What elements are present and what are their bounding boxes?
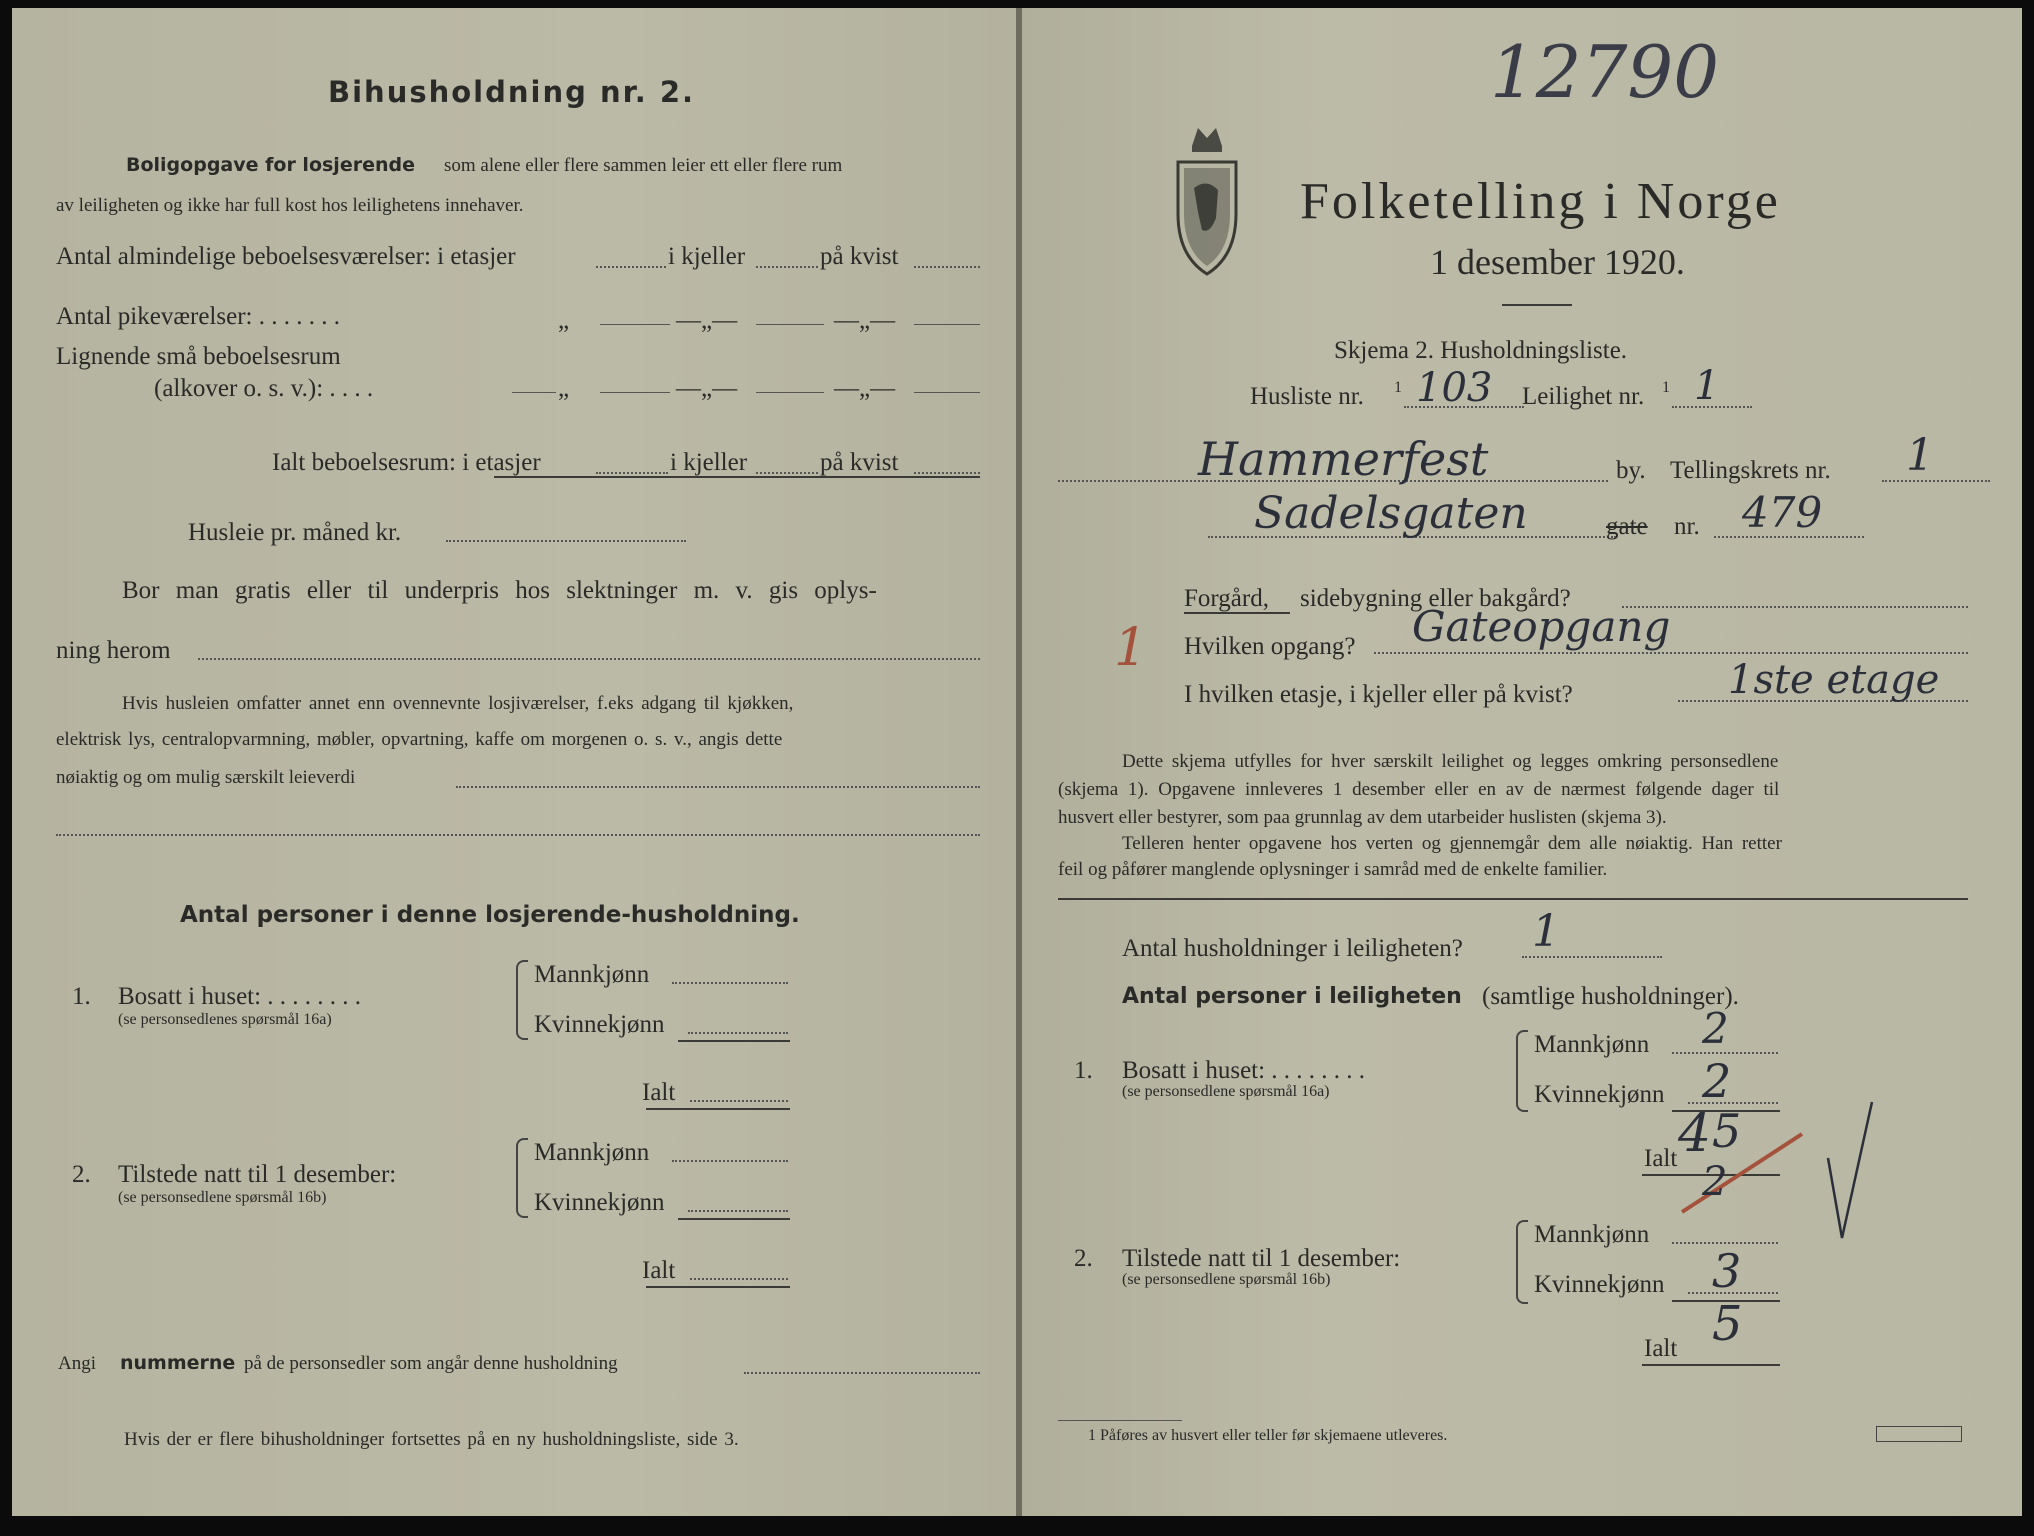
left-tilstede-num: 2. [72, 1161, 91, 1188]
left-tilstede-mann-field[interactable] [672, 1160, 788, 1162]
left-bosatt-sum-line [678, 1040, 790, 1042]
census-date: 1 desember 1920. [1430, 242, 1685, 282]
right-bosatt-recount: 2 [1702, 1159, 1728, 1205]
angi-pre: Angi [58, 1353, 96, 1374]
city-value: Hammerfest [1198, 432, 1489, 486]
husliste-footnote-mark: 1 [1394, 379, 1402, 396]
leilighet-footnote-mark: 1 [1662, 379, 1670, 396]
small-rooms-label-2: (alkover o. s. v.): . . . . [154, 375, 374, 402]
check-mark-icon [1822, 1098, 1882, 1248]
right-tilstede-ialt-line [1642, 1364, 1780, 1366]
pike-kvist-field[interactable] [914, 324, 980, 325]
left-tilstede-ialt-field[interactable] [690, 1278, 788, 1280]
husleie-field-2[interactable] [56, 834, 980, 836]
pike-etasjer-field[interactable] [600, 324, 670, 325]
left-tilstede-mann: Mannkjønn [534, 1139, 650, 1166]
footnote-rule [1058, 1420, 1182, 1421]
angi-field[interactable] [744, 1372, 980, 1374]
instr-line4: Telleren henter opgavene hos verten og gjennemgår dem alle nøiaktig. Han retter [1122, 833, 1782, 854]
right-bosatt-ialt-value: 4 [1678, 1104, 1712, 1164]
schema-label: Skjema 2. Husholdningsliste. [1334, 337, 1628, 364]
red-margin-mark: 1 [1114, 618, 1148, 678]
right-bosatt-brace [1516, 1030, 1528, 1112]
left-bosatt-mann-field[interactable] [672, 982, 788, 984]
husleie-line3: nøiaktig og om mulig særskilt leieverdi [56, 767, 356, 788]
rooms-label: Antal almindelige beboelsesværelser: i etasjer [56, 243, 516, 270]
instr-line5: feil og påfører manglende oplysninger i samråd med de enkelte familier. [1058, 859, 1608, 880]
right-bosatt-ialt-correction: 5 [1712, 1104, 1742, 1158]
instr-line2: (skjema 1). Opgavene innleveres 1 desember eller en av de nærmest følgende dager til [1058, 779, 1780, 800]
forgard-field[interactable] [1622, 606, 1968, 608]
left-page [12, 8, 1016, 1516]
printer-stamp [1876, 1426, 1962, 1442]
small-ditto-2: —„— [676, 375, 738, 402]
census-title: Folketelling i Norge [1300, 173, 1781, 230]
husleie-line1: Hvis husleien omfatter annet enn ovennevnte losjiværelser, f.eks adgang til kjøkken, [122, 693, 794, 714]
left-bosatt-label: Bosatt i huset: . . . . . . . . [118, 983, 362, 1010]
husliste-value: 103 [1416, 365, 1493, 411]
coat-of-arms-icon [1172, 118, 1242, 278]
etasje-label: I hvilken etasje, i kjeller eller på kvist? [1184, 681, 1573, 708]
right-tilstede-mann: Mannkjønn [1534, 1221, 1650, 1248]
husliste-label: Husliste nr. [1250, 383, 1364, 410]
instr-line1: Dette skjema utfylles for hver særskilt leilighet og legges omkring personsedlene [1122, 751, 1779, 772]
rooms-kjeller-field[interactable] [756, 266, 818, 268]
small-ditto: „ [558, 375, 570, 402]
small-ditto-3: —„— [834, 375, 896, 402]
angi-bold: nummerne [120, 1352, 236, 1374]
left-bosatt-ialt-field[interactable] [690, 1100, 788, 1102]
intro-rest: som alene eller flere sammen leier ett eller flere rum [444, 155, 843, 176]
right-tilstede-num: 2. [1074, 1245, 1093, 1272]
ialt-rooms-label: Ialt beboelsesrum: i etasjer [272, 449, 541, 476]
krets-label: Tellingskrets nr. [1670, 457, 1831, 484]
rooms-kvist: på kvist [820, 243, 899, 270]
street-value: Sadelsgaten [1254, 488, 1528, 539]
rent-field[interactable] [446, 540, 686, 542]
hush-value: 1 [1532, 906, 1560, 957]
right-tilstede-ref: (se personsedlene spørsmål 16b) [1122, 1271, 1331, 1288]
left-bosatt-num: 1. [72, 983, 91, 1010]
left-bosatt-ref: (se personsedlenes spørsmål 16a) [118, 1011, 332, 1028]
title-rule [1502, 304, 1572, 306]
rooms-kvist-field[interactable] [914, 266, 980, 268]
left-tilstede-kvinne-field[interactable] [688, 1210, 788, 1212]
left-tilstede-label: Tilstede natt til 1 desember: [118, 1161, 397, 1188]
ialt-kvist: på kvist [820, 449, 899, 476]
ialt-etasjer-field[interactable] [596, 472, 668, 474]
left-bosatt-brace [516, 960, 528, 1040]
pike-kjeller-field[interactable] [756, 324, 824, 325]
right-bosatt-num: 1. [1074, 1057, 1093, 1084]
gate-nr-value: 479 [1742, 488, 1823, 537]
left-bosatt-ialt: Ialt [642, 1079, 676, 1106]
rent-label: Husleie pr. måned kr. [188, 519, 402, 546]
left-bosatt-kvinne-field[interactable] [688, 1032, 788, 1034]
right-page [1022, 8, 2022, 1516]
left-tilstede-ialt-line [646, 1286, 790, 1288]
angi-rest: på de personsedler som angår denne husholdning [244, 1353, 618, 1374]
left-tilstede-ialt: Ialt [642, 1257, 676, 1284]
krets-value: 1 [1906, 430, 1934, 481]
right-bosatt-mann-value: 2 [1702, 1004, 1729, 1053]
krets-field[interactable] [1882, 480, 1990, 482]
husleie-field[interactable] [456, 786, 980, 788]
leilighet-label: Leilighet nr. [1522, 383, 1645, 410]
small-kjeller-field[interactable] [756, 392, 824, 393]
right-bosatt-kvinne: Kvinnekjønn [1534, 1081, 1665, 1108]
pike-ditto-2: —„— [676, 307, 738, 334]
forgard-rest: sidebygning eller bakgård? [1300, 585, 1571, 612]
right-bosatt-kvinne-value: 2 [1702, 1054, 1732, 1108]
pike-label: Antal pikeværelser: . . . . . . . [56, 303, 340, 330]
left-bosatt-ialt-line [646, 1108, 790, 1110]
left-persons-title: Antal personer i denne losjerende-husholdning. [180, 902, 800, 928]
left-bosatt-mann: Mannkjønn [534, 961, 650, 988]
rooms-kjeller: i kjeller [668, 243, 746, 270]
red-correction-stroke [1678, 1128, 1808, 1218]
right-tilstede-kvinne-value: 3 [1712, 1244, 1742, 1298]
right-bosatt-mann: Mannkjønn [1534, 1031, 1650, 1058]
opgang-label: Hvilken opgang? [1184, 633, 1356, 660]
gratis-line1: Bor man gratis eller til underpris hos slektninger m. v. gis oplys- [122, 577, 877, 604]
persons-bold: Antal personer i leiligheten [1122, 984, 1462, 1009]
left-tilstede-kvinne: Kvinnekjønn [534, 1189, 665, 1216]
husleie-line2: elektrisk lys, centralopvarmning, møbler, opvartning, kaffe om morgenen o. s. v., angis dette [56, 729, 783, 750]
left-footer: Hvis der er flere bihusholdninger fortsettes på en ny husholdningsliste, side 3. [124, 1429, 739, 1450]
left-bosatt-kvinne: Kvinnekjønn [534, 1011, 665, 1038]
etasje-value: 1ste etage [1728, 657, 1940, 703]
instr-rule [1058, 898, 1968, 900]
right-tilstede-label: Tilstede natt til 1 desember: [1122, 1245, 1401, 1272]
small-pre-field[interactable] [512, 392, 556, 393]
ialt-kvist-field[interactable] [914, 472, 980, 474]
left-tilstede-sum-line [678, 1218, 790, 1220]
gate-label: gate [1606, 513, 1648, 540]
right-tilstede-kvinne: Kvinnekjønn [1534, 1271, 1665, 1298]
right-tilstede-ialt: Ialt [1644, 1335, 1678, 1362]
forgard-word: Forgård, [1184, 585, 1269, 612]
leilighet-value: 1 [1694, 363, 1720, 409]
persons-rest: (samtlige husholdninger). [1482, 983, 1739, 1010]
pike-ditto: „ [558, 307, 570, 334]
right-tilstede-ialt-value: 5 [1712, 1296, 1743, 1352]
pike-ditto-3: —„— [834, 307, 896, 334]
intro-line2: av leiligheten og ikke har full kost hos leilighetens innehaver. [56, 195, 524, 216]
opgang-field[interactable] [1374, 652, 1968, 654]
left-tilstede-brace [516, 1138, 528, 1218]
right-bosatt-label: Bosatt i huset: . . . . . . . . [1122, 1057, 1366, 1084]
right-bosatt-ialt: Ialt [1644, 1145, 1678, 1172]
hush-label: Antal husholdninger i leiligheten? [1122, 935, 1463, 962]
opgang-value: Gateopgang [1412, 602, 1671, 651]
gate-nr-label: nr. [1674, 513, 1700, 540]
rooms-etasjer-field[interactable] [596, 266, 666, 268]
ialt-kjeller: i kjeller [670, 449, 748, 476]
small-etasjer-field[interactable] [600, 392, 670, 393]
ialt-underline [494, 476, 980, 478]
archive-number: 12790 [1490, 30, 1720, 114]
instr-line3: husvert eller bestyrer, som paa grunnlag av dem utarbeider huslisten (skjema 3). [1058, 807, 1667, 828]
gratis-line2: ning herom [56, 637, 171, 664]
right-bosatt-ref: (se personsedlene spørsmål 16a) [1122, 1083, 1330, 1100]
small-rooms-label-1: Lignende små beboelsesrum [56, 343, 341, 370]
right-tilstede-brace [1516, 1220, 1528, 1304]
intro-bold: Boligopgave for losjerende [126, 154, 415, 176]
by-label: by. [1616, 457, 1646, 484]
small-kvist-field[interactable] [914, 392, 980, 393]
left-title: Bihusholdning nr. 2. [328, 75, 696, 109]
forgard-underline [1184, 612, 1290, 614]
gratis-field[interactable] [198, 658, 980, 660]
ialt-kjeller-field[interactable] [756, 472, 818, 474]
footnote-text: 1 Påføres av husvert eller teller før skjemaene utleveres. [1088, 1427, 1448, 1444]
left-tilstede-ref: (se personsedlene spørsmål 16b) [118, 1189, 327, 1206]
